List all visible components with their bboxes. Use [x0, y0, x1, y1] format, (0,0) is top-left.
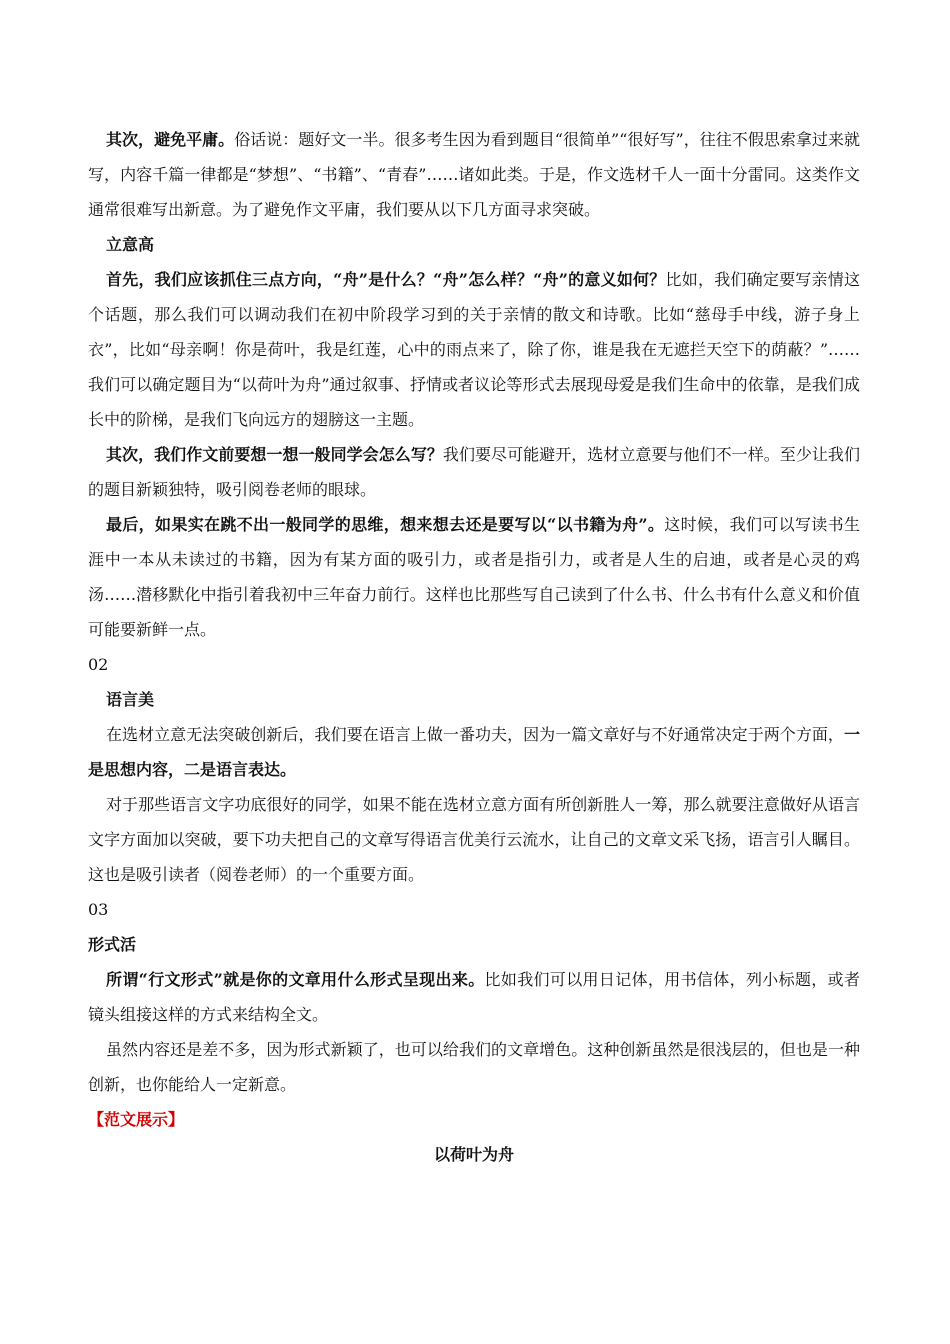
paragraph-think-first: [88, 437, 860, 507]
paragraph-lead: 其次，我们作文前要想一想一般同学会怎么写？: [106, 445, 443, 464]
paragraph-lead: 最后，如果实在跳不出一般同学的思维，想来想去还是要写以“以书籍为舟”。: [106, 515, 665, 534]
paragraph-language-two-aspects: [88, 717, 860, 787]
paragraph-body: 比如我们可以用日记体，用书信体，列小标题，或者镜头组接这样的方式来结构全文。: [88, 970, 860, 1024]
paragraph-form-innovation: [88, 1032, 860, 1102]
section-heading-yuyan: 语言美: [106, 690, 155, 709]
paragraph-avoid-mediocrity: [88, 122, 860, 227]
paragraph-lead: 首先，我们应该抓住三点方向，“舟”是什么？“舟”怎么样？“舟”的意义如何？: [106, 270, 666, 289]
paragraph-language-skill: [88, 787, 860, 892]
paragraph-body: 这时候，我们可以写读书生涯中一本从未读过的书籍，因为有某方面的吸引力，或者是指引力，或者是人生的启迪，或者是心灵的鸡汤……潜移默化中指引着我初中三年奋力前行。这样也比那些写自己读到了什么书、什么书有什么意义和价值可能要新鲜一点。: [88, 515, 860, 639]
section-heading-liyi: 立意高: [106, 235, 155, 254]
paragraph-body: 在选材立意无法突破创新后，我们要在语言上做一番功夫，因为一篇文章好与不好通常决定于两个方面，: [106, 725, 844, 744]
paragraph-body: 俗话说：题好文一半。很多考生因为看到题目“很简单”“很好写”，往往不假思索拿过来就写，内容千篇一律都是“梦想”、“书籍”、“青春”……诸如此类。于是，作文选材千人一面十分雷同。这类作文通常很难写出新意。为了避免作文平庸，我们要从以下几方面寻求突破。: [88, 130, 860, 219]
paragraph-three-directions: [88, 262, 860, 437]
paragraph-form: [88, 962, 860, 1032]
paragraph-body: 对于那些语言文字功底很好的同学，如果不能在选材立意方面有所创新胜人一筹，那么就要注意做好从语言文字方面加以突破，要下功夫把自己的文章写得语言优美行云流水，让自己的文章文采飞扬，语言引人瞩目。这也是吸引读者（阅卷老师）的一个重要方面。: [88, 795, 860, 884]
paragraph-lead: 其次，避免平庸。: [106, 130, 235, 149]
essay-title: 以荷叶为舟: [433, 1145, 514, 1164]
paragraph-body: 虽然内容还是差不多，因为形式新颖了，也可以给我们的文章增色。这种创新虽然是很浅层的，但也是一种创新，也你能给人一定新意。: [88, 1040, 860, 1094]
document-page: [88, 122, 860, 1172]
section-number-03: 03: [88, 900, 109, 919]
paragraph-body: 我们要尽可能避开，选材立意要与他们不一样。至少让我们的题目新颖独特，吸引阅卷老师的眼球。: [88, 445, 860, 499]
section-number-02: 02: [88, 655, 109, 674]
paragraph-emphasis: 一是思想内容，二是语言表达。: [88, 725, 860, 779]
paragraph-lead: 所谓“行文形式”就是你的文章用什么形式呈现出来。: [106, 970, 485, 989]
paragraph-book-as-boat: [88, 507, 860, 647]
sample-essay-label: 【范文展示】: [88, 1110, 185, 1129]
section-heading-xingshi: 形式活: [88, 935, 137, 954]
paragraph-body: 比如，我们确定要写亲情这个话题，那么我们可以调动我们在初中阶段学习到的关于亲情的散文和诗歌。比如“慈母手中线，游子身上衣”，比如“母亲啊！你是荷叶，我是红莲，心中的雨点来了，除了你，谁是我在无遮拦天空下的荫蔽？”……我们可以确定题目为“以荷叶为舟”通过叙事、抒情或者议论等形式去展现母爱是我们生命中的依靠，是我们成长中的阶梯，是我们飞向远方的翅膀这一主题。: [88, 270, 860, 429]
